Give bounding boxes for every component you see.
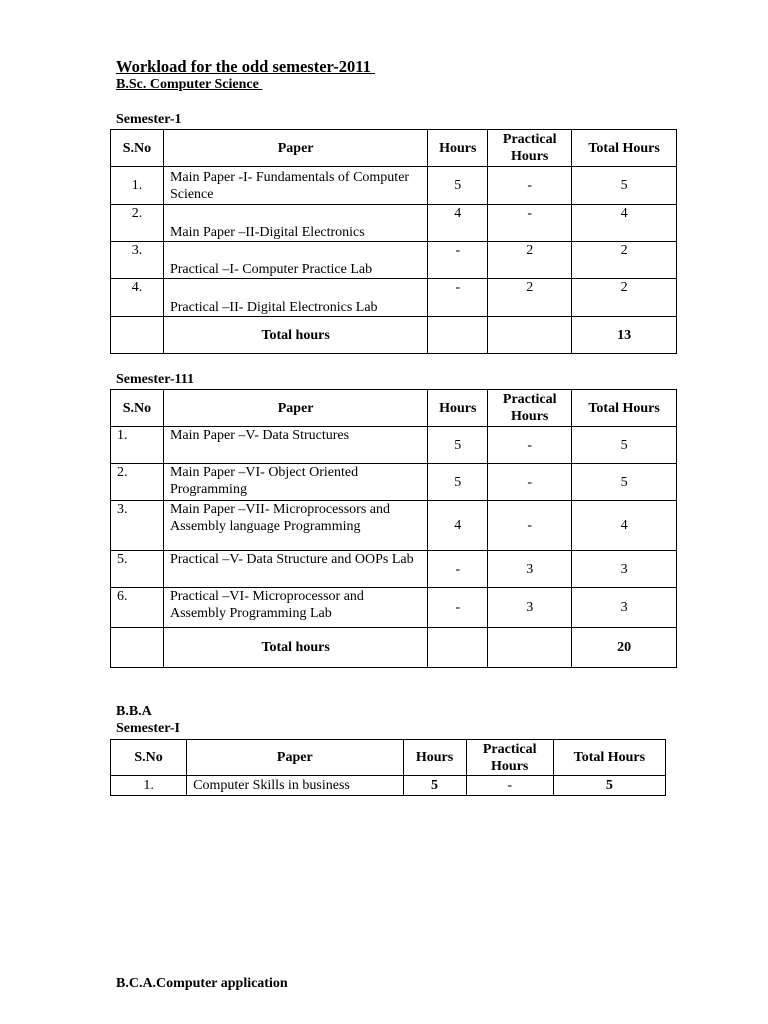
cell-sno: 5.	[111, 551, 164, 588]
header-practical: Practical Hours	[466, 740, 553, 776]
header-hours: Hours	[403, 740, 466, 776]
cell-paper: Main Paper –VII- Microprocessors and Assembly language Programming	[163, 501, 427, 551]
cell-hours: 4	[428, 501, 488, 551]
table-row	[111, 427, 677, 464]
header-sno: S.No	[111, 740, 187, 776]
total-row	[111, 317, 677, 354]
table-row	[111, 588, 677, 628]
header-practical: Practical Hours	[488, 130, 572, 167]
cell-paper: Practical –V- Data Structure and OOPs Lab	[163, 551, 427, 588]
semester-3-label: Semester-111	[116, 372, 195, 387]
table-row	[111, 167, 677, 205]
cell-total: 4	[572, 205, 677, 242]
cell-practical: -	[488, 464, 572, 501]
semester-1-table	[110, 129, 677, 354]
header-hours: Hours	[428, 390, 488, 427]
semester-1-label: Semester-1	[116, 112, 182, 127]
header-paper: Paper	[163, 130, 427, 167]
cell-sno: 4.	[111, 279, 164, 317]
cell-sno: 1.	[111, 776, 187, 796]
cell-practical: -	[488, 501, 572, 551]
bba-table	[110, 739, 666, 796]
cell-hours: 5	[428, 427, 488, 464]
cell-total: 2	[572, 279, 677, 317]
cell-total: 5	[572, 427, 677, 464]
cell-sno: 2.	[111, 205, 164, 242]
cell-paper: Main Paper –II-Digital Electronics	[163, 205, 427, 242]
cell-hours: 5	[428, 464, 488, 501]
cell-paper: Main Paper –VI- Object Oriented Programming	[163, 464, 427, 501]
cell-total: 2	[572, 242, 677, 279]
header-sno: S.No	[111, 390, 164, 427]
cell-total: 5	[572, 167, 677, 205]
semester-3-table	[110, 389, 677, 668]
cell-sno: 1.	[111, 427, 164, 464]
bca-heading: B.C.A.Computer application	[116, 976, 288, 991]
cell-paper: Practical –VI- Microprocessor and Assembly Programming Lab	[163, 588, 427, 628]
cell-total: 5	[553, 776, 665, 796]
cell-practical: 2	[488, 242, 572, 279]
cell-total: 5	[572, 464, 677, 501]
table-row	[111, 205, 677, 242]
header-total: Total Hours	[553, 740, 665, 776]
cell-hours: -	[428, 588, 488, 628]
cell-total: 3	[572, 588, 677, 628]
cell-hours: 5	[428, 167, 488, 205]
header-paper: Paper	[163, 390, 427, 427]
cell-practical: -	[488, 205, 572, 242]
cell-sno: 2.	[111, 464, 164, 501]
header-practical: Practical Hours	[488, 390, 572, 427]
table-header-row	[111, 740, 666, 776]
table-row	[111, 551, 677, 588]
bba-semester-label: Semester-I	[116, 721, 181, 736]
cell-empty	[111, 317, 164, 354]
course-subtitle: B.Sc. Computer Science	[116, 77, 263, 92]
bba-heading: B.B.A	[116, 704, 152, 719]
cell-paper: Practical –I- Computer Practice Lab	[163, 242, 427, 279]
cell-total: 4	[572, 501, 677, 551]
cell-hours: 4	[428, 205, 488, 242]
table-row	[111, 501, 677, 551]
cell-practical: -	[488, 167, 572, 205]
table-header-row	[111, 130, 677, 167]
cell-practical: 3	[488, 551, 572, 588]
cell-paper: Practical –II- Digital Electronics Lab	[163, 279, 427, 317]
cell-paper: Computer Skills in business	[187, 776, 403, 796]
cell-paper: Main Paper –V- Data Structures	[163, 427, 427, 464]
header-total: Total Hours	[572, 390, 677, 427]
cell-empty	[488, 628, 572, 668]
total-label: Total hours	[163, 628, 427, 668]
cell-hours: -	[428, 551, 488, 588]
cell-hours: -	[428, 242, 488, 279]
cell-paper: Main Paper -I- Fundamentals of Computer Science	[163, 167, 427, 205]
cell-practical: -	[466, 776, 553, 796]
total-value: 13	[572, 317, 677, 354]
cell-empty	[111, 628, 164, 668]
cell-sno: 1.	[111, 167, 164, 205]
total-label: Total hours	[163, 317, 427, 354]
table-header-row	[111, 390, 677, 427]
cell-empty	[428, 317, 488, 354]
page-title: Workload for the odd semester-2011	[116, 57, 375, 76]
cell-hours: -	[428, 279, 488, 317]
cell-sno: 3.	[111, 242, 164, 279]
table-row	[111, 776, 666, 796]
header-total: Total Hours	[572, 130, 677, 167]
cell-empty	[488, 317, 572, 354]
cell-practical: 2	[488, 279, 572, 317]
cell-practical: 3	[488, 588, 572, 628]
header-paper: Paper	[187, 740, 403, 776]
cell-hours: 5	[403, 776, 466, 796]
total-value: 20	[572, 628, 677, 668]
cell-practical: -	[488, 427, 572, 464]
table-row	[111, 464, 677, 501]
cell-sno: 6.	[111, 588, 164, 628]
total-row	[111, 628, 677, 668]
header-hours: Hours	[428, 130, 488, 167]
cell-empty	[428, 628, 488, 668]
cell-total: 3	[572, 551, 677, 588]
table-row	[111, 242, 677, 279]
cell-sno: 3.	[111, 501, 164, 551]
table-row	[111, 279, 677, 317]
header-sno: S.No	[111, 130, 164, 167]
